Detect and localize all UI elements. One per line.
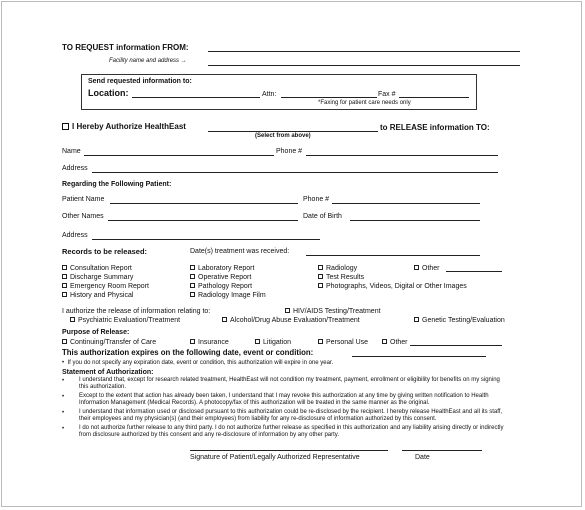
- record-checkbox[interactable]: [318, 274, 323, 279]
- dob-field[interactable]: [350, 220, 480, 221]
- record-checkbox[interactable]: [190, 292, 195, 297]
- alcohol-item[interactable]: Alcohol/Drug Abuse Evaluation/Treatment: [222, 317, 360, 324]
- recipient-name-label: Name: [62, 148, 81, 155]
- genetic-item[interactable]: Genetic Testing/Evaluation: [414, 317, 505, 324]
- statement-heading: Statement of Authorization:: [62, 369, 154, 376]
- other-names-label: Other Names: [62, 213, 104, 220]
- other-names-field[interactable]: [108, 220, 298, 221]
- attn-field[interactable]: [281, 97, 377, 98]
- facility-hint: Facility name and address →: [109, 58, 187, 64]
- hiv-item[interactable]: HIV/AIDS Testing/Treatment: [285, 308, 381, 315]
- recipient-address-label: Address: [62, 165, 88, 172]
- facility-address-field[interactable]: [208, 65, 520, 66]
- record-checkbox[interactable]: [318, 265, 323, 270]
- recipient-address-field[interactable]: [92, 172, 498, 173]
- purpose-heading: Purpose of Release:: [62, 329, 130, 336]
- recipient-phone-label: Phone #: [276, 148, 303, 155]
- purpose-item[interactable]: Litigation: [255, 339, 291, 346]
- patient-name-label: Patient Name: [62, 196, 105, 203]
- request-from-label: TO REQUEST information FROM:: [62, 43, 189, 52]
- recipient-phone-field[interactable]: [306, 155, 498, 156]
- dob-label: Date of Birth: [303, 213, 342, 220]
- authorize-text: I Hereby Authorize HealthEast: [72, 122, 186, 131]
- send-to-title: Send requested information to:: [88, 78, 192, 85]
- patient-heading: Regarding the Following Patient:: [62, 181, 172, 188]
- authorize-row: [62, 123, 186, 131]
- record-item[interactable]: Discharge Summary: [62, 274, 133, 281]
- record-checkbox[interactable]: [414, 265, 419, 270]
- signature-label: Signature of Patient/Legally Authorized Representative: [190, 454, 360, 461]
- date-label: Date: [415, 454, 430, 461]
- record-item[interactable]: Radiology: [318, 265, 357, 272]
- purpose-item[interactable]: Continuing/Transfer of Care: [62, 339, 156, 346]
- relating-intro: I authorize the release of information relating to:: [62, 308, 211, 315]
- record-checkbox[interactable]: [62, 274, 67, 279]
- record-item[interactable]: Operative Report: [190, 274, 251, 281]
- genetic-checkbox[interactable]: [414, 317, 419, 322]
- location-label: Location:: [88, 88, 129, 98]
- signature-field[interactable]: [190, 450, 388, 451]
- record-checkbox[interactable]: [62, 283, 67, 288]
- bullet-icon: •: [62, 410, 65, 416]
- hiv-checkbox[interactable]: [285, 308, 290, 313]
- record-item[interactable]: Consultation Report: [62, 265, 132, 272]
- record-item[interactable]: Test Results: [318, 274, 364, 281]
- statement-bullet: Except to the extent that action has already been taken, I understand that I may revoke this authorization at any time by giving written notification to Health Information Management (Medical Records). A photocopy/fax of this authorization will be treated in the same manner as the original.: [79, 393, 489, 407]
- location-field[interactable]: [132, 97, 260, 98]
- record-item[interactable]: Radiology Image Film: [190, 292, 266, 299]
- alcohol-checkbox[interactable]: [222, 317, 227, 322]
- patient-phone-label: Phone #: [303, 196, 330, 203]
- purpose-checkbox[interactable]: [190, 339, 195, 344]
- record-item[interactable]: Emergency Room Report: [62, 283, 149, 290]
- request-from-field[interactable]: [208, 51, 520, 52]
- psych-item[interactable]: Psychiatric Evaluation/Treatment: [70, 317, 180, 324]
- record-checkbox[interactable]: [190, 283, 195, 288]
- fax-note: *Faxing for patient care needs only: [318, 100, 411, 106]
- purpose-checkbox[interactable]: [62, 339, 67, 344]
- record-item[interactable]: Pathology Report: [190, 283, 252, 290]
- attn-label: Attn:: [262, 91, 277, 98]
- release-to-label: to RELEASE information TO:: [380, 123, 490, 132]
- record-checkbox[interactable]: [62, 265, 67, 270]
- patient-address-label: Address: [62, 232, 88, 239]
- record-checkbox[interactable]: [62, 292, 67, 297]
- record-item[interactable]: History and Physical: [62, 292, 133, 299]
- treatment-dates-label: Date(s) treatment was received:: [190, 248, 290, 255]
- purpose-checkbox[interactable]: [382, 339, 387, 344]
- statement-bullet: I understand that information used or disclosed pursuant to this authorization could be re-disclosed by the recipient. I hereby release HealthEast and all its staff, their employees and my physician(s) (and their employees) from liability for any re-disclosure of information authorized by this consent.: [79, 409, 503, 423]
- purpose-item[interactable]: Other: [382, 339, 408, 346]
- healtheast-facility-field[interactable]: [208, 131, 378, 132]
- fax-label: Fax #: [378, 91, 396, 98]
- patient-name-field[interactable]: [110, 203, 298, 204]
- authorize-checkbox[interactable]: [62, 123, 69, 130]
- expiry-note: • If you do not specify any expiration date, event or condition, this authorization will expire in one year.: [62, 360, 334, 366]
- bullet-icon: •: [62, 378, 65, 384]
- purpose-item[interactable]: Personal Use: [318, 339, 368, 346]
- record-item[interactable]: Photographs, Videos, Digital or Other Images: [318, 283, 467, 290]
- psych-checkbox[interactable]: [70, 317, 75, 322]
- record-checkbox[interactable]: [190, 265, 195, 270]
- fax-field[interactable]: [399, 97, 469, 98]
- purpose-other-field[interactable]: [410, 345, 502, 346]
- record-other-field[interactable]: [446, 271, 502, 272]
- purpose-checkbox[interactable]: [318, 339, 323, 344]
- record-checkbox[interactable]: [318, 283, 323, 288]
- bullet-icon: •: [62, 394, 65, 400]
- statement-bullet: I do not authorize further release to any third party. I do not authorize further release as specified in this authorization and any liability arising directly or indirectly from disclosure authorized by this consent and any re-disclosure of information by any other party.: [79, 425, 504, 439]
- record-item-other[interactable]: Other: [414, 265, 440, 272]
- purpose-item[interactable]: Insurance: [190, 339, 229, 346]
- record-checkbox[interactable]: [190, 274, 195, 279]
- select-hint: (Select from above): [255, 133, 311, 139]
- treatment-dates-field[interactable]: [306, 255, 480, 256]
- patient-phone-field[interactable]: [332, 203, 480, 204]
- recipient-name-field[interactable]: [84, 155, 274, 156]
- expiry-field[interactable]: [352, 356, 486, 357]
- date-field[interactable]: [402, 450, 482, 451]
- bullet-icon: •: [62, 426, 65, 432]
- record-item[interactable]: Laboratory Report: [190, 265, 254, 272]
- expiry-line: This authorization expires on the following date, event or condition:: [62, 348, 314, 357]
- patient-address-field[interactable]: [92, 239, 320, 240]
- statement-bullet: I understand that, except for research related treatment, HealthEast will not condition my treatment, payment, enrollment or eligibility for benefits on my signing this authorization.: [79, 377, 500, 391]
- records-heading: Records to be released:: [62, 247, 148, 256]
- purpose-checkbox[interactable]: [255, 339, 260, 344]
